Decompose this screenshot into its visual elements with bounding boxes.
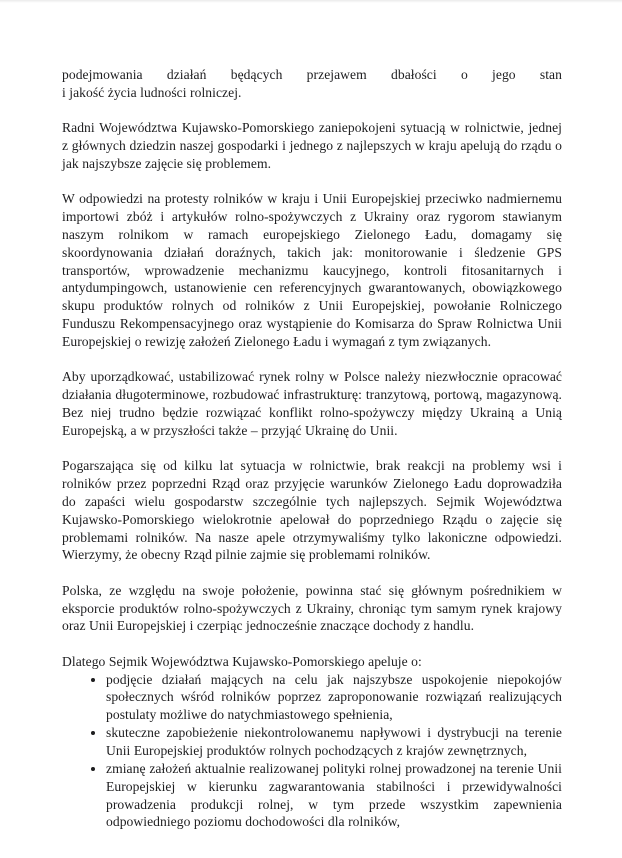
document-content bbox=[62, 66, 562, 831]
paragraph-polska-posrednik: Polska, ze względu na swoje położenie, powinna stać się głównym pośrednikiem w eksporcie produktów rolno-spożywczych z Ukrainy, chroniąc tym samym rynek krajowy oraz Unii Europejskiej i czerpiąc jednocześnie znaczące dochody z handlu. bbox=[62, 582, 562, 634]
paragraph-protesty: W odpowiedzi na protesty rolników w kraju i Unii Europejskiej przeciwko nadmiernemu importowi zbóż i artykułów rolno-spożywczych z Ukrainy oraz rygorom stawianym naszym rolnikom w ramach europejskiego Zielonego Ładu, domagamy się skoordynowania działań doraźnych, takich jak: monitorowanie i śledzenie GPS transportów, wprowadzenie mechanizmu kaucyjnego, kontroli fitosanitarnych i antydumpingowch, ustanowienie cen referencyjnych gwarantowanych, obowiązkowego skupu produktów rolnych od rolników z Unii Europejskiej, powołanie Rolniczego Funduszu Rekompensacyjnego oraz wystąpienie do Komisarza do Spraw Rolnictwa Unii Europejskiej o rewizję założeń Zielonego Ładu i wymagań z tym związanych. bbox=[62, 191, 562, 349]
paragraph-continuation bbox=[62, 66, 562, 102]
page-top-edge bbox=[0, 0, 622, 3]
bullet-item-zmiana-polityki-rolnej: • zmianę założeń aktualnie realizowanej polityki rolnej prowadzonej na terenie Unii Europejskiej w kierunku zagwarantowania stabilności i przewidywalności prowadzenia produkcji rolnej, w tym przede wszystkim zapewnienia odpowiedniego poziomu dochodowości dla rolników, bbox=[106, 760, 562, 831]
paragraph-appeal-intro: Dlatego Sejmik Województwa Kujawsko-Pomorskiego apeluje o: bbox=[62, 653, 422, 669]
paragraph-pogarszajaca-sytuacja: Pogarszająca się od kilku lat sytuacja w rolnictwie, brak reakcji na problemy wsi i rolników przez poprzedni Rząd oraz przyjęcie warunków Zielonego Ładu doprowadziła do zapaści wielu gospodarstw szczególnie tych najlepszych. Sejmik Województwa Kujawsko-Pomorskiego wielokrotnie apelował do poprzedniego Rządu o zajęcie się problemami rolników. Na nasze apele otrzymywaliśmy tylko lakoniczne odpowiedzi. Wierzymy, że obecny Rząd pilnie zajmie się problemami rolników. bbox=[62, 458, 562, 563]
paragraph-continuation-line-2: i jakość życia ludności rolniczej. bbox=[62, 84, 242, 100]
bullet-item-zapobiezenie-naplywowi: • skuteczne zapobieżenie niekontrolowanemu napływowi i dystrybucji na terenie Unii Europejskiej produktów rolnych pochodzących z krajów zewnętrznych, bbox=[106, 724, 562, 760]
paragraph-radni-apel: Radni Województwa Kujawsko-Pomorskiego zaniepokojeni sytuacją w rolnictwie, jednej z głównych dziedzin naszej gospodarki i jednego z najlepszych w kraju apelują do rządu o jak najszybsze zajęcie się problemem. bbox=[62, 120, 562, 171]
appeal-bullet-list bbox=[62, 671, 562, 832]
bullet-item-uspokojenie: • podjęcie działań mających na celu jak najszybsze uspokojenie niepokojów społecznych wśród rolników poprzez zaproponowanie rozwiązań realizujących postulaty możliwe do natychmiastowego spełnienia, bbox=[106, 671, 562, 725]
paragraph-rynek-rolny: Aby uporządkować, ustabilizować rynek rolny w Polsce należy niezwłocznie opracować działania długoterminowe, rozbudować infrastrukturę: tranzytową, portową, magazynową. Bez niej trudno będzie rozwiązać konflikt rolno-spożywczy między Ukrainą a Unią Europejską, a w przyszłości także – przyjąć Ukrainę do Unii. bbox=[62, 369, 562, 438]
paragraph-continuation-line-1: podejmowania działań będących przejawem dbałości o jego stan bbox=[62, 67, 562, 82]
